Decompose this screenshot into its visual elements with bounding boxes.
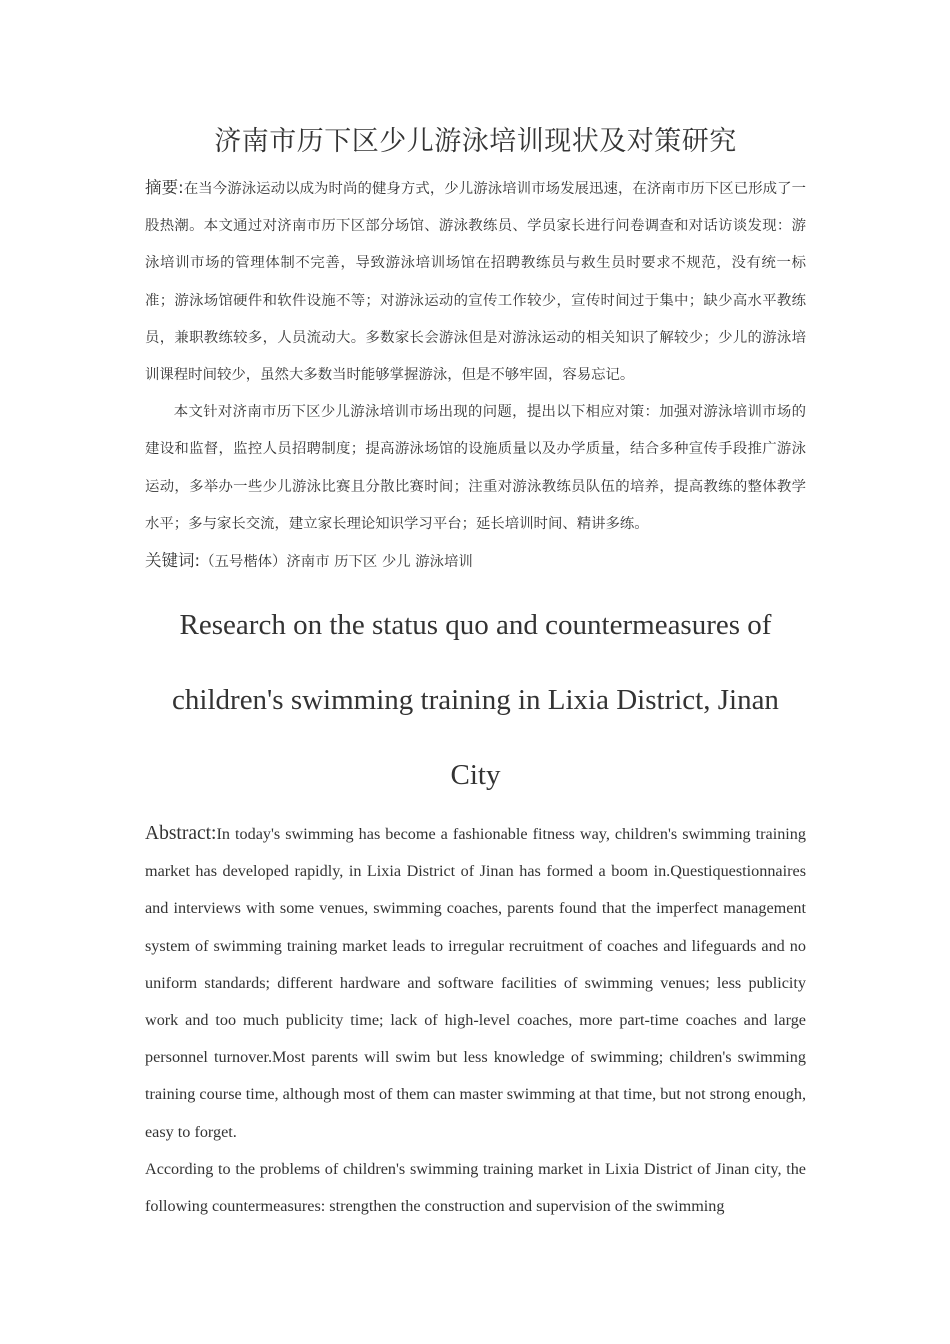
- english-abstract-label: Abstract:: [145, 823, 217, 845]
- paper-page: [145, 118, 806, 1225]
- chinese-keywords-text: （五号楷体）济南市 历下区 少儿 游泳培训: [200, 554, 473, 571]
- chinese-abstract-text-1: 在当今游泳运动以成为时尚的健身方式，少儿游泳培训市场发展迅速，在济南市历下区已形成了一股热潮。本文通过对济南市历下区部分场馆、游泳教练员、学员家长进行问卷调查和对话访谈发现：游泳培训市场的管理体制不完善，导致游泳培训场馆在招聘教练员与救生员时要求不规范，没有统一标准；游泳场馆硬件和软件设施不等；对游泳运动的宣传工作较少，宣传时间过于集中；缺少高水平教练员，兼职教练较多，人员流动大。多数家长会游泳但是对游泳运动的相关知识了解较少；少儿的游泳培训课程时间较少，虽然大多数当时能够掌握游泳，但是不够牢固，容易忘记。: [145, 181, 806, 384]
- english-title-line-1: Research on the status quo and countermeasures of: [179, 609, 772, 642]
- chinese-abstract-label: 摘要:: [145, 178, 184, 197]
- chinese-keywords-label: 关键词:: [145, 551, 201, 571]
- chinese-abstract-paragraph-1: [145, 169, 806, 394]
- english-title-line-2: children's swimming training in Lixia District, Jinan City: [172, 684, 779, 792]
- chinese-title: 济南市历下区少儿游泳培训现状及对策研究: [214, 126, 737, 157]
- chinese-abstract-paragraph-2: 本文针对济南市历下区少儿游泳培训市场出现的问题，提出以下相应对策：加强对游泳培训市场的建设和监督，监控人员招聘制度；提高游泳场馆的设施质量以及办学质量，结合多种宣传手段推广游泳运动，多举办一些少儿游泳比赛且分散比赛时间；注重对游泳教练员队伍的培养，提高教练的整体教学水平；多与家长交流，建立家长理论知识学习平台；延长培训时间、精讲多练。: [145, 404, 806, 532]
- english-abstract-paragraph-1: [145, 815, 806, 1151]
- chinese-keywords: [145, 543, 806, 580]
- english-abstract-paragraph-2: According to the problems of children's swimming training market in Lixia District of Jinan city, the following countermeasures: strengthen the construction and supervision of the swimming: [145, 1159, 806, 1216]
- english-abstract-text-1: In today's swimming has become a fashionable fitness way, children's swimming training market has developed rapidly, in Lixia District of Jinan has formed a boom in.Questiquestionnaires and interviews with some venues, swimming coaches, parents found that the imperfect management system of swimming training market leads to irregular recruitment of coaches and lifeguards and no uniform standards; different hardware and software facilities of swimming venues; less publicity work and too much publicity time; lack of high-level coaches, more part-time coaches and large personnel turnover.Most parents will swim but less knowledge of swimming; children's swimming training course time, although most of them can master swimming at that time, but not strong enough, easy to forget.: [145, 825, 806, 1141]
- english-title: [145, 588, 806, 813]
